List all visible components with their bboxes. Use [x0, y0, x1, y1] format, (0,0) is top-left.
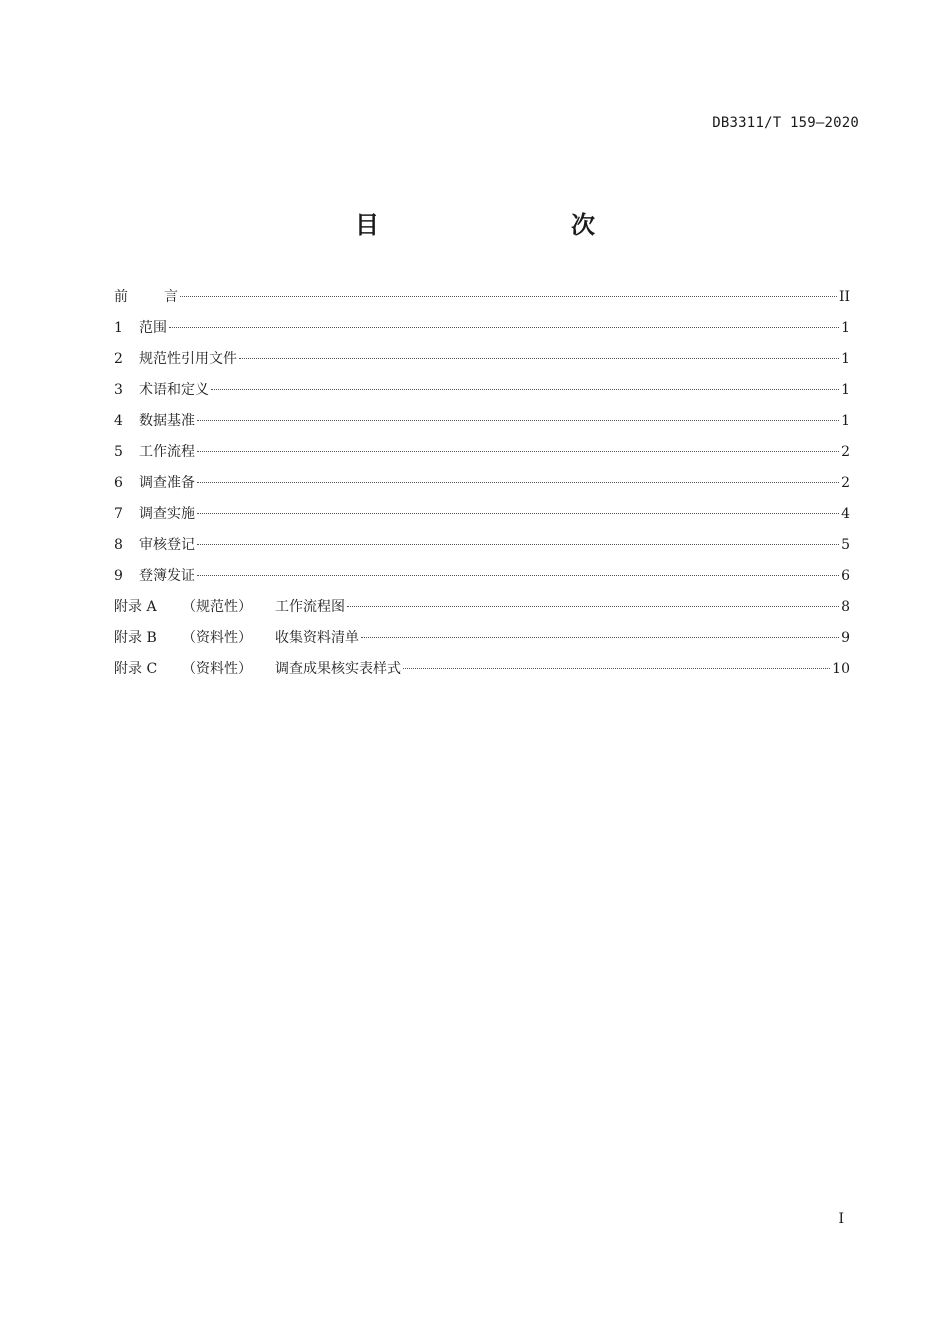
toc-item-data-datum[interactable]: [114, 410, 850, 441]
toc-item-number: 2: [114, 351, 123, 367]
toc-item-book-certificate[interactable]: [114, 565, 850, 596]
dot-leader: [403, 668, 830, 669]
toc-item-scope[interactable]: [114, 317, 850, 348]
toc-item-text: 工作流程图: [275, 599, 345, 615]
appendix-type: （规范性）: [182, 599, 252, 615]
toc-item-normative-references[interactable]: [114, 348, 850, 379]
toc-item-page: 1: [841, 351, 850, 367]
toc-item-text: 调查实施: [139, 506, 195, 522]
toc-item-page: 1: [841, 413, 850, 429]
dot-leader: [197, 575, 839, 576]
appendix-type: （资料性）: [182, 661, 252, 677]
dot-leader: [361, 637, 839, 638]
toc-item-page: 1: [841, 382, 850, 398]
toc-item-text: 术语和定义: [139, 382, 209, 398]
toc-item-text: 前 言: [114, 289, 178, 305]
dot-leader: [197, 451, 839, 452]
toc-item-page: 5: [841, 537, 850, 553]
toc-item-page: II: [838, 289, 850, 305]
toc-item-page: 8: [841, 599, 850, 615]
dot-leader: [239, 358, 839, 359]
dot-leader: [211, 389, 839, 390]
toc-item-text: 调查准备: [139, 475, 195, 491]
toc-item-terms-definitions[interactable]: [114, 379, 850, 410]
toc-item-text: 调查成果核实表样式: [275, 661, 401, 677]
toc-item-foreword[interactable]: [114, 286, 850, 317]
toc-item-page: 6: [841, 568, 850, 584]
dot-leader: [197, 513, 839, 514]
toc-item-survey-preparation[interactable]: [114, 472, 850, 503]
toc-item-text: 范围: [139, 320, 167, 336]
toc-item-page: 1: [841, 320, 850, 336]
dot-leader: [347, 606, 839, 607]
dot-leader: [197, 420, 839, 421]
toc-item-page: 2: [841, 444, 850, 460]
toc-item-page: 9: [841, 630, 850, 646]
toc-item-review-registration[interactable]: [114, 534, 850, 565]
toc-item-number: 8: [114, 537, 123, 553]
page-title: 目 次: [355, 211, 643, 239]
appendix-label: 附录 B: [114, 630, 157, 646]
toc-item-page: 4: [841, 506, 850, 522]
toc-item-number: 1: [114, 320, 123, 336]
toc-item-text: 审核登记: [139, 537, 195, 553]
toc-item-text: 数据基准: [139, 413, 195, 429]
toc-item-appendix-a[interactable]: [114, 596, 850, 627]
toc-item-survey-implementation[interactable]: [114, 503, 850, 534]
toc-item-text: 收集资料清单: [275, 630, 359, 646]
toc-item-appendix-b[interactable]: [114, 627, 850, 658]
toc-item-number: 7: [114, 506, 123, 522]
appendix-label: 附录 C: [114, 661, 158, 677]
toc-item-text: 登簿发证: [139, 568, 195, 584]
document-code: DB3311/T 159—2020: [712, 115, 859, 131]
toc-item-number: 5: [114, 444, 123, 460]
appendix-type: （资料性）: [182, 630, 252, 646]
toc-item-appendix-c[interactable]: [114, 658, 850, 689]
table-of-contents: [114, 286, 850, 689]
toc-item-workflow[interactable]: [114, 441, 850, 472]
toc-item-number: 9: [114, 568, 123, 584]
toc-item-number: 6: [114, 475, 123, 491]
dot-leader: [180, 296, 837, 297]
appendix-label: 附录 A: [114, 599, 157, 615]
dot-leader: [197, 544, 839, 545]
toc-item-page: 10: [832, 661, 850, 677]
toc-item-text: 工作流程: [139, 444, 195, 460]
dot-leader: [169, 327, 839, 328]
toc-item-number: 4: [114, 413, 123, 429]
dot-leader: [197, 482, 839, 483]
page-number: I: [838, 1211, 844, 1227]
toc-item-number: 3: [114, 382, 123, 398]
toc-item-text: 规范性引用文件: [139, 351, 237, 367]
toc-item-page: 2: [841, 475, 850, 491]
